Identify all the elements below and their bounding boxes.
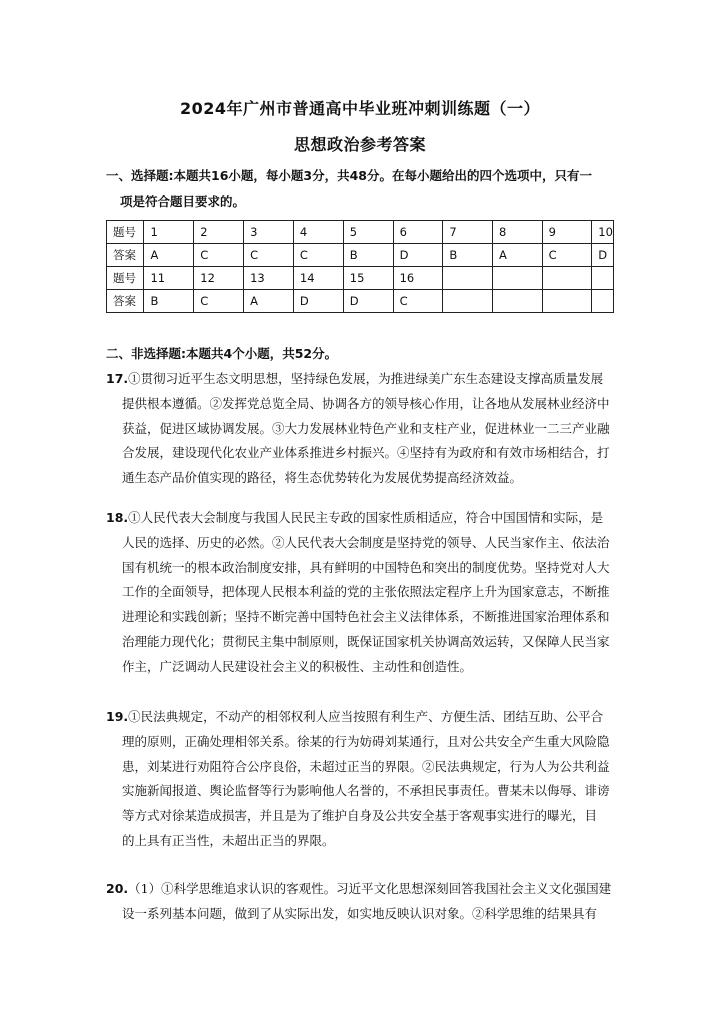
answer-table-cell: 7	[443, 221, 493, 244]
answer-table-cell	[493, 267, 543, 290]
document-title: 2024年广州市普通高中毕业班冲刺训练题（一）	[179, 99, 541, 118]
answer-table-cell: C	[244, 244, 294, 267]
question-19-line-6: 的上具有正当性，未超出正当的界限。	[122, 832, 335, 848]
section-2-heading: 二、非选择题:本题共4个小题，共52分。	[106, 346, 338, 361]
question-18	[106, 506, 616, 680]
answer-table-cell: 8	[493, 221, 543, 244]
question-19-line-3: 患，刘某进行劝阻符合公序良俗，未超过正当的界限。②民法典规定，行为人为公共利益	[122, 758, 610, 774]
answer-table-cell: A	[493, 244, 543, 267]
answer-table-cell: 11	[144, 267, 194, 290]
answer-table-cell: 1	[144, 221, 194, 244]
section-1-line-2: 项是符合题目要求的。	[120, 194, 246, 209]
question-19-line-2: 理的原则，正确处理相邻关系。徐某的行为妨碍刘某通行，且对公共安全产生重大风险隐	[122, 733, 610, 749]
answer-table-cell: D	[293, 290, 343, 313]
answer-table-cell	[493, 290, 543, 313]
question-19-line-1: 19.①民法典规定，不动产的相邻权利人应当按照有利生产、方便生活、团结互助、公平合	[106, 709, 604, 724]
question-number: 20.	[106, 881, 129, 896]
answer-table-cell	[443, 267, 493, 290]
answer-table-row	[107, 244, 614, 267]
answer-table-cell: D	[343, 290, 393, 313]
answer-table-cell: 14	[293, 267, 343, 290]
question-number: 19.	[106, 709, 129, 724]
answer-table	[106, 220, 614, 313]
answer-table-row-header: 题号	[107, 267, 144, 290]
answer-table-cell: 3	[244, 221, 294, 244]
question-number: 18.	[106, 510, 129, 525]
answer-table-row-header: 答案	[107, 290, 144, 313]
question-17-line-4: 合发展，建设现代化农业产业体系推进乡村振兴。④坚持有为政府和有效市场相结合，打	[122, 445, 610, 461]
answer-table-cell: D	[393, 244, 443, 267]
question-18-line-6: 治理能力现代化；贯彻民主集中制原则，既保证国家机关协调高效运转，又保障人民当家	[122, 633, 610, 649]
answer-table-cell	[542, 267, 592, 290]
question-19	[106, 705, 616, 854]
answer-table-cell: 13	[244, 267, 294, 290]
answer-table-row	[107, 290, 614, 313]
answer-table-row-header: 题号	[107, 221, 144, 244]
section-1-heading	[106, 163, 616, 215]
answer-table-cell: D	[592, 244, 614, 267]
question-18-line-7: 作主，广泛调动人民建设社会主义的积极性、主动性和创造性。	[122, 658, 473, 674]
question-number: 17.	[106, 371, 129, 386]
section-1-line-1: 一、选择题:本题共16小题，每小题3分，共48分。在每小题给出的四个选项中，只有一	[106, 168, 592, 183]
answer-table-cell: 4	[293, 221, 343, 244]
question-18-line-5: 进理论和实践创新；坚持不断完善中国特色社会主义法律体系，不断推进国家治理体系和	[122, 609, 610, 625]
answer-table-cell: C	[194, 290, 244, 313]
question-19-line-5: 等方式对徐某造成损害，并且是为了维护自身及公共安全基于客观事实进行的曝光，目	[122, 808, 598, 824]
question-17-line-1: 17.①贯彻习近平生态文明思想，坚持绿色发展，为推进绿美广东生态建设支撑高质量发展	[106, 371, 604, 386]
document-subtitle: 思想政治参考答案	[293, 135, 426, 154]
question-17-line-5: 通生态产品价值实现的路径，将生态优势转化为发展优势提高经济效益。	[122, 470, 523, 486]
answer-table-cell	[443, 290, 493, 313]
question-18-line-2: 人民的选择、历史的必然。②人民代表大会制度是坚持党的领导、人民当家作主、依法治	[122, 534, 610, 550]
answer-table-cell: 6	[393, 221, 443, 244]
question-18-line-4: 工作的全面领导，把体现人民根本利益的党的主张依照法定程序上升为国家意志，不断推	[122, 584, 610, 600]
answer-table-cell: C	[194, 244, 244, 267]
question-20-line-1: 20.（1）①科学思维追求认识的客观性。习近平文化思想深刻回答我国社会主义文化强国建	[106, 881, 612, 896]
answer-table-cell: 12	[194, 267, 244, 290]
question-17	[106, 367, 616, 491]
question-18-line-1: 18.①人民代表大会制度与我国人民民主专政的国家性质相适应，符合中国国情和实际，是	[106, 510, 604, 525]
answer-table-cell: 16	[393, 267, 443, 290]
answer-table-row	[107, 267, 614, 290]
answer-table-cell: 10	[592, 221, 614, 244]
answer-table-cell: 5	[343, 221, 393, 244]
answer-table-cell	[542, 290, 592, 313]
answer-table-cell: C	[542, 244, 592, 267]
answer-table-cell: B	[343, 244, 393, 267]
answer-table-cell: B	[443, 244, 493, 267]
answer-table-cell: A	[144, 244, 194, 267]
question-17-line-3: 获益，促进区域协调发展。③大力发展林业特色产业和支柱产业，促进林业一二三产业融	[122, 420, 610, 436]
question-17-line-2: 提供根本遵循。②发挥党总览全局、协调各方的领导核心作用，让各地从发展林业经济中	[122, 395, 610, 411]
answer-table-cell	[592, 267, 614, 290]
question-20-line-2: 设一系列基本问题，做到了从实际出发，如实地反映认识对象。②科学思维的结果具有	[122, 905, 598, 921]
answer-table-cell: C	[293, 244, 343, 267]
answer-table-cell: 9	[542, 221, 592, 244]
question-20	[106, 877, 616, 927]
answer-table-cell: 15	[343, 267, 393, 290]
question-19-line-4: 实施新闻报道、舆论监督等行为影响他人名誉的，不承担民事责任。曹某未以侮辱、诽谤	[122, 783, 610, 799]
answer-table-row-header: 答案	[107, 244, 144, 267]
answer-table-cell: 2	[194, 221, 244, 244]
answer-table-row	[107, 221, 614, 244]
answer-table-cell	[592, 290, 614, 313]
answer-table-cell: A	[244, 290, 294, 313]
answer-table-cell: B	[144, 290, 194, 313]
answer-table-cell: C	[393, 290, 443, 313]
question-18-line-3: 国有机统一的根本政治制度安排，具有鲜明的中国特色和突出的制度优势。坚持党对人大	[122, 559, 610, 575]
